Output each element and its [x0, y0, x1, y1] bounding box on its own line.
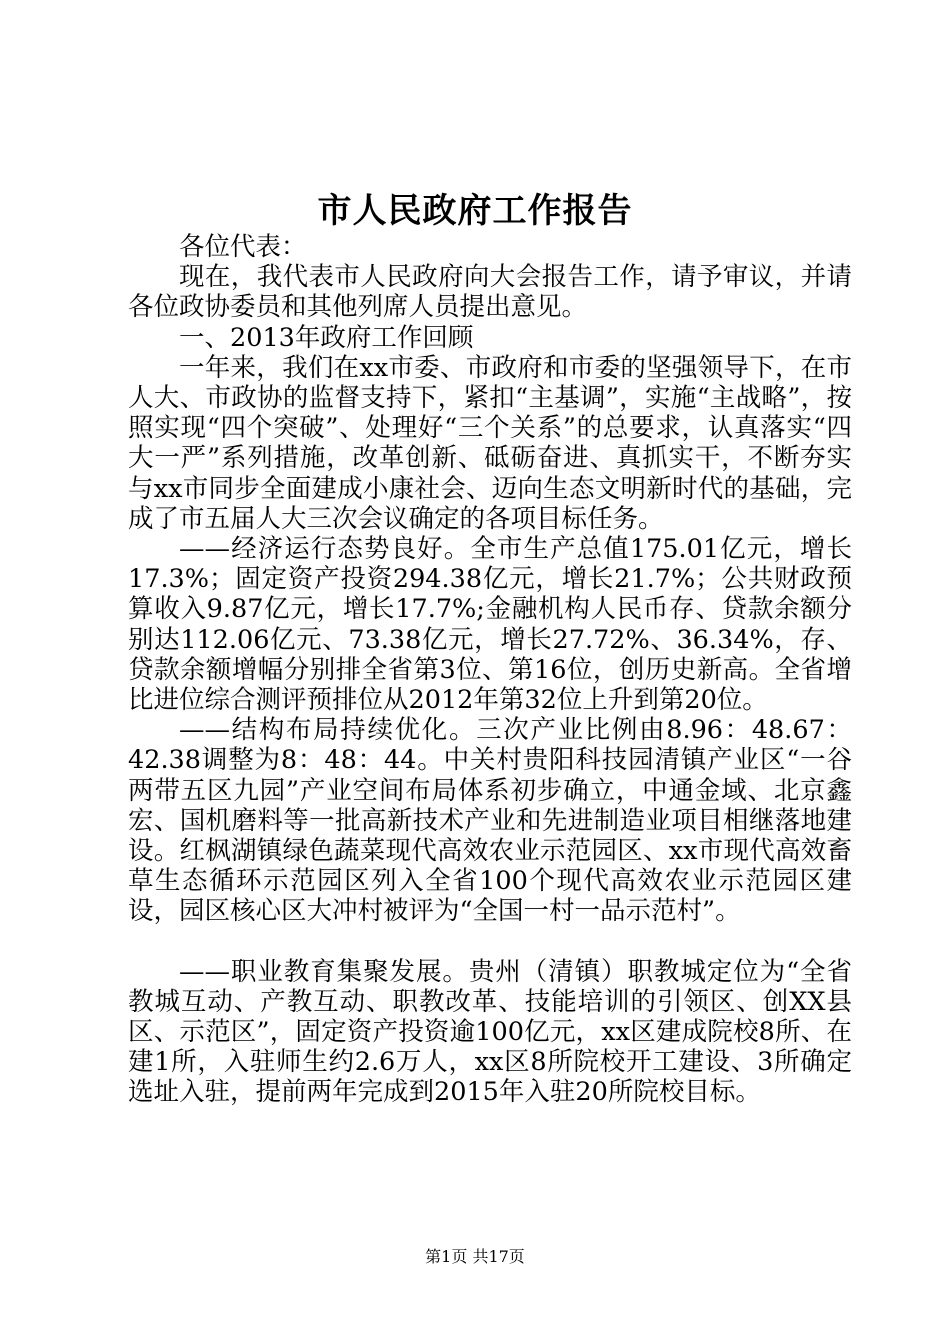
- document-body: [128, 232, 852, 1108]
- document-title: 市人民政府工作报告: [317, 191, 633, 231]
- body-paragraph: 现在，我代表市人民政府向大会报告工作，请予审议，并请各位政协委员和其他列席人员提出意见。: [128, 262, 852, 323]
- body-paragraph: ——经济运行态势良好。全市生产总值175.01亿元，增长17.3%；固定资产投资294.38亿元，增长21.7%；公共财政预算收入9.87亿元，增长17.7%;金融机构人民币存、贷款余额分别达112.06亿元、73.38亿元，增长27.72%、36.34%，存、贷款余额增幅分别排全省第3位、第16位，创历史新高。全省增比进位综合测评预排位从2012年第32位上升到第20位。: [128, 534, 852, 716]
- salutation: 各位代表：: [179, 232, 307, 262]
- page-footer: 第1页 共17页: [425, 1247, 525, 1266]
- body-paragraph: ——职业教育集聚发展。贵州（清镇）职教城定位为“全省教城互动、产教互动、职教改革、技能培训的引领区、创XX县区、示范区”，固定资产投资逾100亿元，xx区建成院校8所、在建1所，入驻师生约2.6万人，xx区8所院校开工建设、3所确定选址入驻，提前两年完成到2015年入驻20所院校目标。: [128, 956, 852, 1108]
- body-paragraph: 一年来，我们在xx市委、市政府和市委的坚强领导下，在市人大、市政协的监督支持下，紧扣“主基调”，实施“主战略”，按照实现“四个突破”、处理好“三个关系”的总要求，认真落实“四大一严”系列措施，改革创新、砥砺奋进、真抓实干，不断夯实与xx市同步全面建成小康社会、迈向生态文明新时代的基础，完成了市五届人大三次会议确定的各项目标任务。: [128, 352, 852, 534]
- body-paragraph: ——结构布局持续优化。三次产业比例由8.96：48.67：42.38调整为8：48：44。中关村贵阳科技园清镇产业区“一谷两带五区九园”产业空间布局体系初步确立，中通金域、北京鑫宏、国机磨料等一批高新技术产业和先进制造业项目相继落地建设。红枫湖镇绿色蔬菜现代高效农业示范园区、xx市现代高效畜草生态循环示范园区列入全省100个现代高效农业示范园区建设，园区核心区大冲村被评为“全国一村一品示范村”。: [128, 715, 852, 927]
- section-heading: 一、2013年政府工作回顾: [179, 322, 474, 353]
